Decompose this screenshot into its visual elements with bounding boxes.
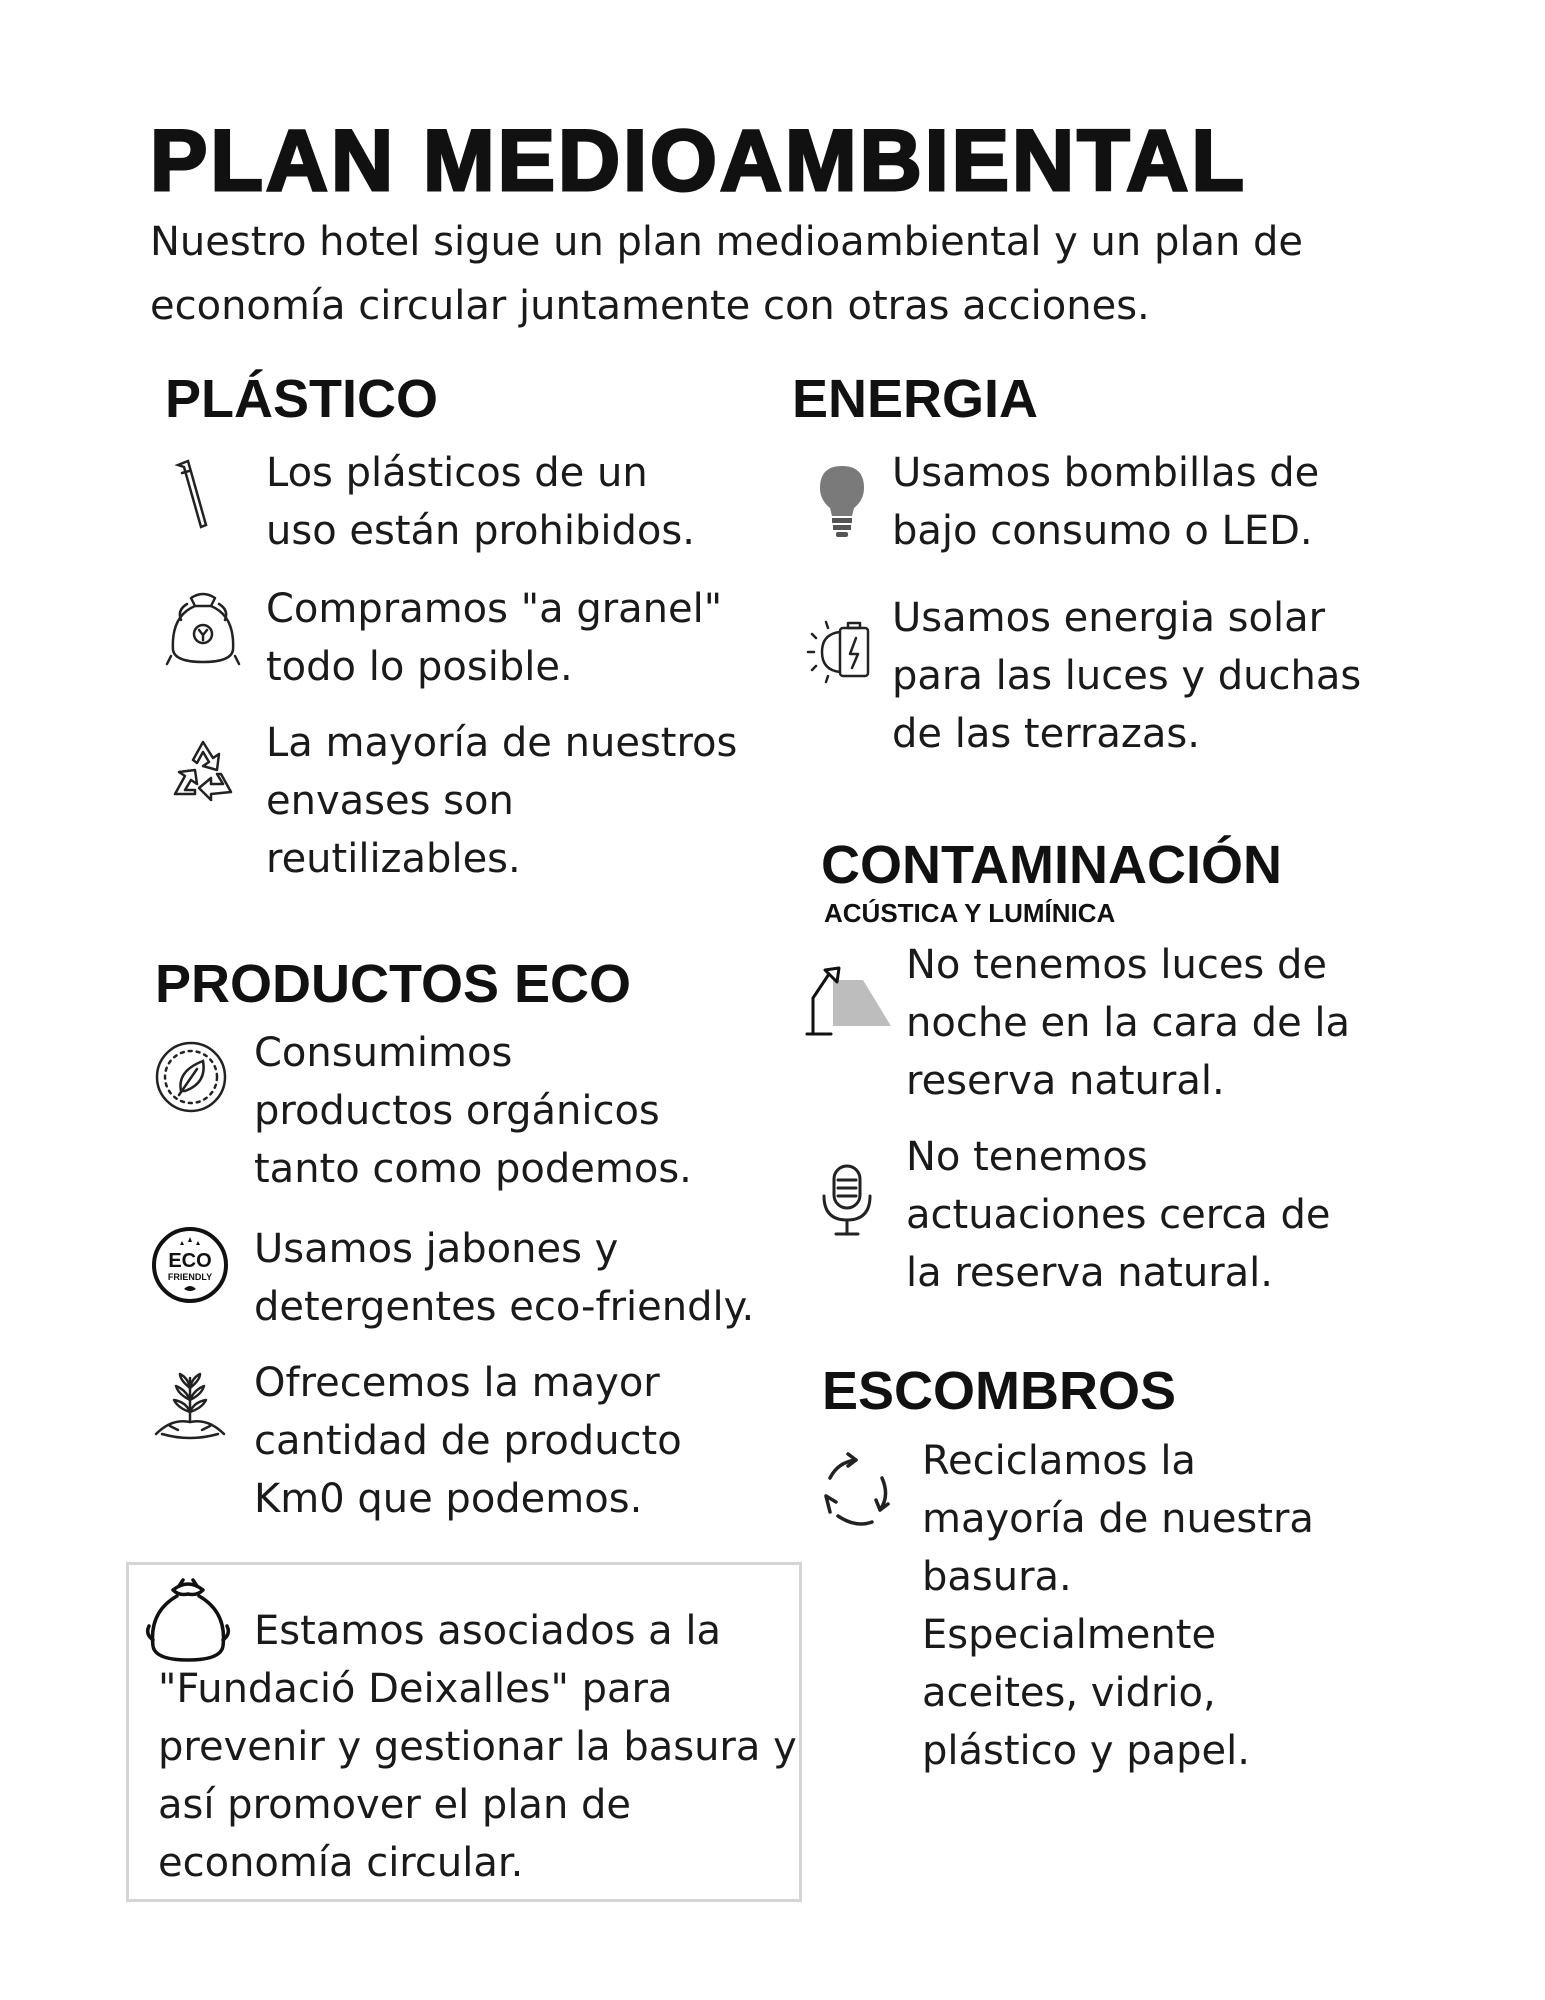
recycle-icon [163,730,243,810]
eco-badge-bottom-text: FRIENDLY [167,1272,213,1282]
organic-leaf-icon [151,1037,231,1117]
section-heading-escombros: ESCOMBROS [822,1361,1177,1421]
plant-hand-icon [150,1368,230,1448]
plastico-item-3-text: La mayoría de nuestros envases son reutilizables. [266,720,738,882]
section-heading-productos-eco: PRODUCTOS ECO [155,954,632,1014]
foundation-text-rest: "Fundació Deixalles" para prevenir y gestionar la basura y así promover el plan de economía circular. [158,1666,797,1886]
intro-text: Nuestro hotel sigue un plan medioambiental y un plan de economía circular juntamente con otras acciones. [150,219,1304,329]
eco-badge-top-text: ECO [168,1250,212,1272]
section-heading-contaminacion: CONTAMINACIÓN [821,835,1282,895]
plastico-item-1-text: Los plásticos de un uso están prohibidos. [266,450,695,554]
eco-friendly-badge-icon [150,1225,230,1305]
solar-battery-icon [800,612,880,692]
contaminacion-item-2-text: No tenemos actuaciones cerca de la reserva natural. [906,1134,1331,1296]
foundation-text [158,1602,798,1892]
productos-eco-item-3-text: Ofrecemos la mayor cantidad de producto Km0 que podemos. [254,1360,682,1522]
plastico-item-2-text: Compramos "a granel" todo lo posible. [266,586,723,690]
foundation-text-first: Estamos asociados a la [254,1608,722,1654]
section-heading-energia: ENERGIA [792,369,1039,429]
section-heading-plastico: PLÁSTICO [165,369,439,429]
page-title: PLAN MEDIOAMBIENTAL [150,113,1247,209]
section-subheading-contaminacion: ACÚSTICA Y LUMÍNICA [824,898,1116,928]
straw-icon [166,455,246,535]
contaminacion-item-1-text: No tenemos luces de noche en la cara de la reserva natural. [906,942,1351,1104]
desk-lamp-icon [803,962,893,1042]
productos-eco-item-1-text: Consumimos productos orgánicos tanto como podemos. [254,1030,692,1192]
energia-item-2-text: Usamos energia solar para las luces y duchas de las terrazas. [892,595,1362,757]
productos-eco-item-2-text: Usamos jabones y detergentes eco-friendly. [254,1226,755,1330]
cycle-arrows-icon [816,1452,896,1532]
escombros-item-1-text: Reciclamos la mayoría de nuestra basura. Especialmente aceites, vidrio, plástico y papel. [922,1438,1314,1774]
microphone-icon [808,1162,888,1242]
light-bulb-icon [802,462,882,542]
energia-item-1-text: Usamos bombillas de bajo consumo o LED. [892,450,1320,554]
bulk-bag-icon [163,590,243,670]
